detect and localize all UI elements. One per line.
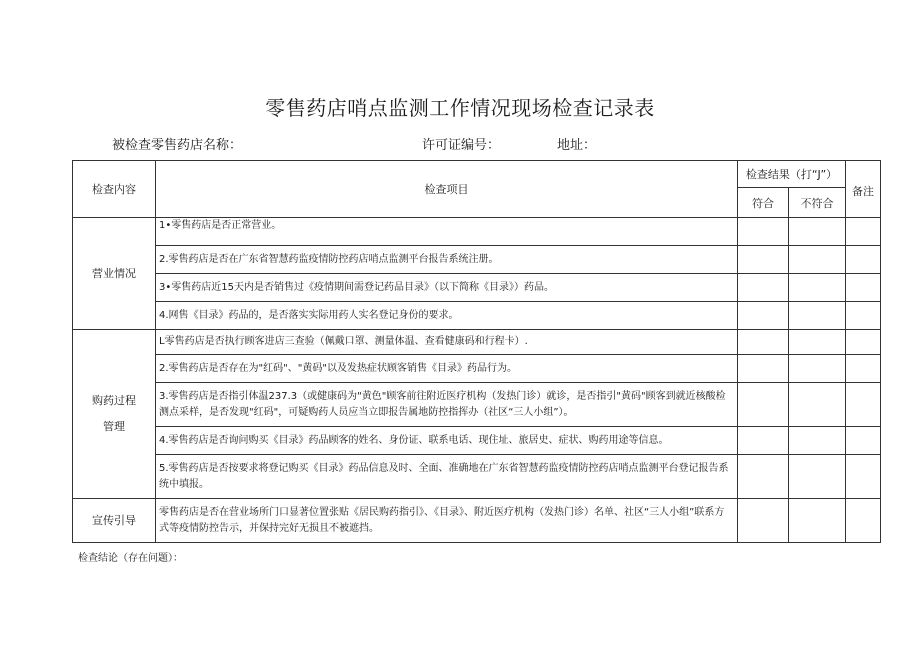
not-comply-cell[interactable] [789,302,846,330]
header-remark: 备注 [846,161,881,218]
remark-cell[interactable] [846,330,881,355]
header-check-result: 检查结果（打“J”） [738,161,846,188]
store-name-label: 被检查零售药店名称： [112,138,243,153]
check-item: 2.零售药店是否在广东省智慧药监疫情防控药店哨点监测平台报告系统注册。 [156,246,738,274]
header-not-comply: 不符合 [789,188,846,218]
comply-cell[interactable] [738,330,789,355]
header-check-items: 检查项目 [156,161,738,218]
not-comply-cell[interactable] [789,499,846,543]
comply-cell[interactable] [738,427,789,455]
not-comply-cell[interactable] [789,330,846,355]
check-item: 4.零售药店是否询问购买《目录》药品顾客的姓名、身份证、联系电话、现住址、旅居史、症状、购药用途等信息。 [156,427,738,455]
category-purchase-process [73,330,156,499]
inspection-table [72,160,881,543]
not-comply-cell[interactable] [789,383,846,427]
remark-cell[interactable] [846,274,881,302]
remark-cell[interactable] [846,383,881,427]
check-item: L零售药店是否执行顾客进店三查验（佩戴口罩、测量体温、查看健康码和行程卡）. [156,330,738,355]
remark-cell[interactable] [846,427,881,455]
check-item: 3•零售药店近15天内是否销售过《疫情期间需登记药品目录》（以下简称《目录》）药品。 [156,274,738,302]
comply-cell[interactable] [738,355,789,383]
header-comply: 符合 [738,188,789,218]
comply-cell[interactable] [738,499,789,543]
check-item: 1•零售药店是否正常营业。 [156,218,738,246]
check-item: 5.零售药店是否按要求将登记购买《目录》药品信息及时、全面、准确地在广东省智慧药监疫情防控药店哨点监测平台登记报告系统中填报。 [156,455,738,499]
page-title: 零售药店哨点监测工作情况现场检查记录表 [265,96,655,120]
check-item: 3.零售药店是否指引体温237.3（或健康码为"黄色"顾客前往附近医疗机构（发热门诊）就诊，是否指引"黄码"顾客到就近核酸检测点采样，是否发现"红码"，可疑购药人员应当立即报告属地防控指挥办（社区“三人小组”）。 [156,383,738,427]
comply-cell[interactable] [738,302,789,330]
not-comply-cell[interactable] [789,274,846,302]
address-label: 地址： [557,138,597,153]
license-number-label: 许可证编号： [422,138,501,153]
remark-cell[interactable] [846,218,881,246]
check-item: 2.零售药店是否存在为"红码"、"黄码"以及发热症状顾客销售《目录》药品行为。 [156,355,738,383]
category-publicity: 宣传引导 [73,499,156,543]
not-comply-cell[interactable] [789,246,846,274]
remark-cell[interactable] [846,499,881,543]
comply-cell[interactable] [738,246,789,274]
not-comply-cell[interactable] [789,218,846,246]
comply-cell[interactable] [738,455,789,499]
comply-cell[interactable] [738,383,789,427]
not-comply-cell[interactable] [789,427,846,455]
inspection-conclusion-label: 检查结论（存在问题）： [78,553,183,564]
category-business-status: 营业情况 [73,218,156,330]
remark-cell[interactable] [846,455,881,499]
category-line: 管理 [103,420,125,433]
not-comply-cell[interactable] [789,455,846,499]
check-item: 4.网售《目录》药品的，是否落实实际用药人实名登记身份的要求。 [156,302,738,330]
comply-cell[interactable] [738,218,789,246]
check-item: 零售药店是否在营业场所门口显著位置张贴《居民购药指引》、《目录》、附近医疗机构（发热门诊）名单、社区“三人小组”联系方式等疫情防控告示，并保持完好无损且不被遮挡。 [156,499,738,543]
not-comply-cell[interactable] [789,355,846,383]
category-line: 购药过程 [92,394,136,407]
remark-cell[interactable] [846,355,881,383]
remark-cell[interactable] [846,246,881,274]
remark-cell[interactable] [846,302,881,330]
header-check-content: 检查内容 [73,161,156,218]
comply-cell[interactable] [738,274,789,302]
